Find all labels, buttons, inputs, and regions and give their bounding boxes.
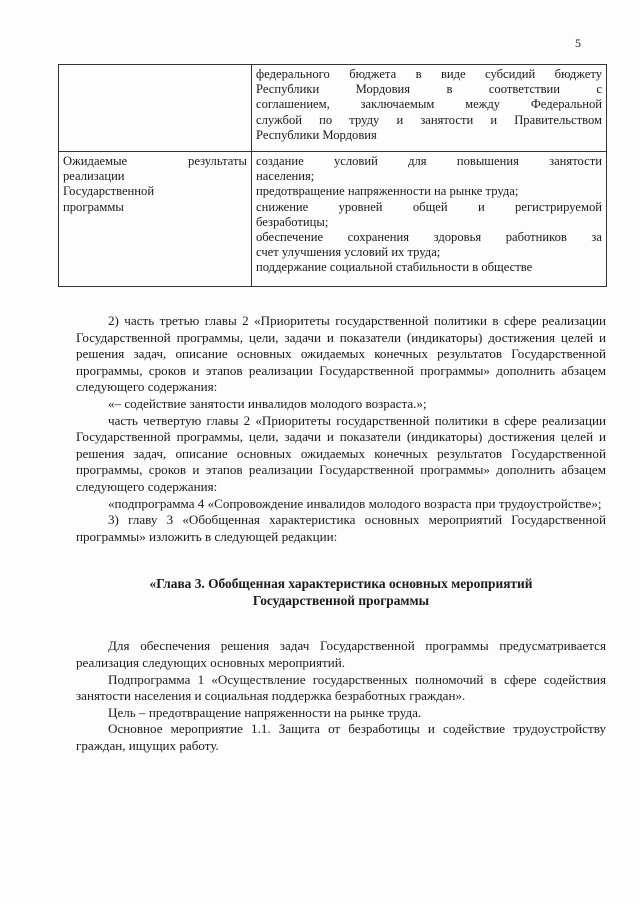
paragraph: «– содействие занятости инвалидов молодого возраста.»; bbox=[108, 395, 427, 411]
table-cell-value bbox=[252, 152, 607, 287]
table-cell-line: федерального бюджета в виде субсидий бюджету bbox=[256, 67, 602, 81]
chapter-heading-line: Государственной программы bbox=[252, 593, 430, 609]
table-cell-line: поддержание социальной стабильности в обществе bbox=[256, 260, 533, 275]
table-cell-line: службой по труду и занятости и Правительством bbox=[256, 112, 602, 127]
table-cell-line: предотвращение напряженности на рынке труда; bbox=[256, 184, 519, 199]
paragraph: Основное мероприятие 1.1. Защита от безработицы и содействие трудоустройству граждан, ищущих работу. bbox=[76, 721, 606, 753]
table-cell-value bbox=[252, 65, 607, 152]
paragraph: 2) часть третью главы 2 «Приоритеты государственной политики в сфере реализации Государственной программы, цели, задачи и показатели (индикаторы) достижения целей и решения задач, описание основных ожидаемых конечных результатов Государственной программы, сроков и этапов реализации Государственной программы» дополнить абзацем следующего содержания: bbox=[76, 313, 606, 395]
table-cell-line: Республики Мордовия bbox=[256, 127, 377, 142]
table-cell-line: реализации bbox=[63, 169, 125, 184]
chapter-heading-line: «Глава 3. Обобщенная характеристика основных мероприятий bbox=[149, 576, 533, 592]
paragraph: Цель – предотвращение напряженности на рынке труда. bbox=[108, 704, 422, 720]
paragraph: Подпрограмма 1 «Осуществление государственных полномочий в сфере содействия занятости населения и социальная поддержка безработных граждан». bbox=[76, 671, 606, 704]
table-cell-line: обеспечение сохранения здоровья работников за bbox=[256, 230, 602, 245]
table-cell-line: программы bbox=[63, 199, 124, 214]
document-body bbox=[76, 313, 606, 754]
table-cell-label bbox=[59, 152, 252, 287]
table-cell-line: создание условий для повышения занятости bbox=[256, 154, 602, 168]
program-passport-table bbox=[58, 64, 607, 287]
table-cell-line: счет улучшения условий их труда; bbox=[256, 245, 441, 260]
table-cell-line: безработицы; bbox=[256, 214, 329, 229]
paragraph: 3) главу 3 «Обобщенная характеристика основных мероприятий Государственной программы» изложить в следующей редакции: bbox=[76, 512, 606, 544]
table-cell-line: снижение уровней общей и регистрируемой bbox=[256, 199, 602, 214]
paragraph: «подпрограмма 4 «Сопровождение инвалидов молодого возраста при трудоустройстве»; bbox=[108, 495, 602, 511]
table-cell-line: Республики Мордовия в соответствии с bbox=[256, 82, 602, 97]
table-cell-line: населения; bbox=[256, 169, 315, 184]
paragraph: часть четвертую главы 2 «Приоритеты государственной политики в сфере реализации Государственной программы, цели, задачи и показатели (индикаторы) достижения целей и решения задач, описание основных ожидаемых конечных результатов Государственной программы, сроков и этапов реализации Государственной программы» дополнить абзацем следующего содержания: bbox=[76, 412, 606, 494]
table-cell-line: Ожидаемые результаты bbox=[63, 154, 247, 168]
table-cell-line: соглашением, заключаемым между Федеральной bbox=[256, 97, 602, 112]
page-number: 5 bbox=[575, 36, 581, 50]
paragraph: Для обеспечения решения задач Государственной программы предусматривается реализация следующих основных мероприятий. bbox=[76, 638, 606, 670]
chapter-heading bbox=[76, 575, 606, 609]
table-row bbox=[59, 65, 607, 152]
table-cell-label bbox=[59, 65, 252, 152]
table-row bbox=[59, 152, 607, 287]
table-cell-line: Государственной bbox=[63, 184, 155, 199]
